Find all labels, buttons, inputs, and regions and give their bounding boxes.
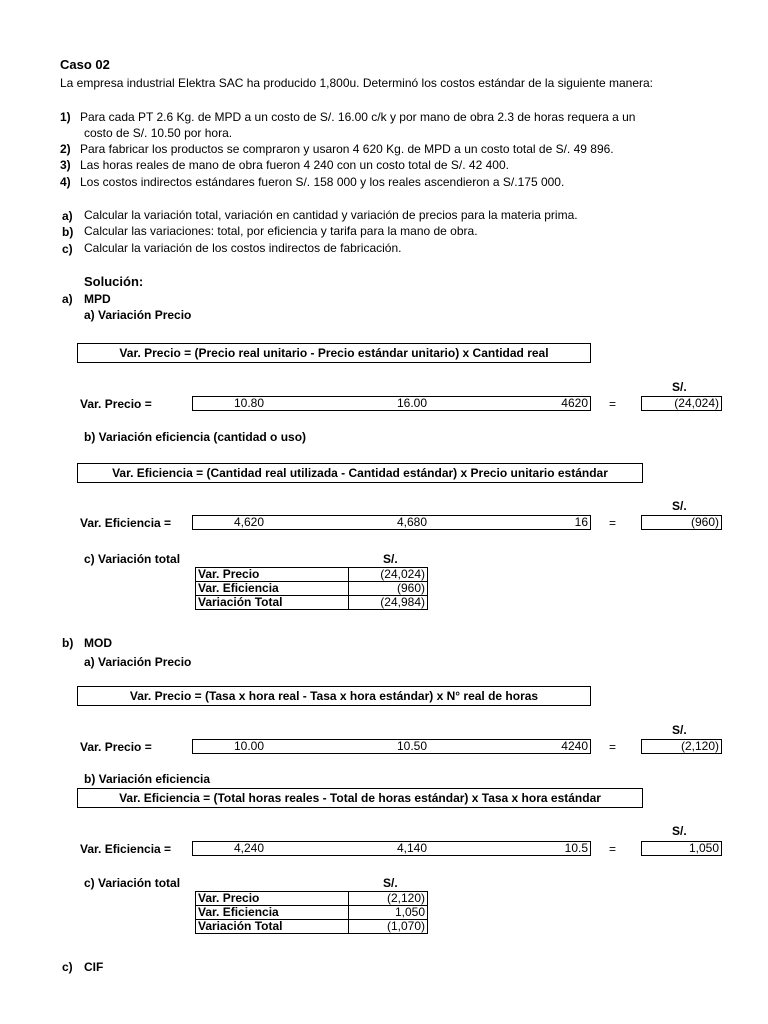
row-value: (960): [349, 582, 428, 596]
table-row: [196, 920, 428, 934]
mod-eficiencia-label: Var. Eficiencia =: [80, 842, 172, 856]
mpd-total-subheading: c) Variación total: [84, 552, 181, 566]
row-label: Var. Precio: [196, 892, 349, 906]
section-marker-mpd: a): [62, 292, 73, 306]
currency-label: S/.: [672, 499, 687, 513]
mpd-eficiencia-subheading: b) Variación eficiencia (cantidad o uso): [84, 430, 307, 444]
mpd-precio-v2: 16.00: [397, 396, 428, 410]
mod-precio-subheading: a) Variación Precio: [84, 655, 192, 669]
currency-label: S/.: [383, 876, 398, 890]
section-marker-cif: c): [62, 960, 73, 974]
mod-precio-label: Var. Precio =: [80, 740, 152, 754]
mod-eficiencia-v1: 4,240: [234, 841, 265, 855]
table-row: [196, 892, 428, 906]
mod-total-table: [195, 891, 428, 934]
table-row: [196, 568, 428, 582]
mod-eficiencia-v3: 10.5: [564, 841, 588, 855]
row-value: (24,024): [349, 568, 428, 582]
mpd-eficiencia-v1: 4,620: [234, 515, 265, 529]
mpd-eficiencia-v3: 16: [574, 515, 588, 529]
row-value: 1,050: [349, 906, 428, 920]
row-label: Var. Precio: [196, 568, 349, 582]
question-text: Calcular la variación total, variación en cantidad y variación de precios para la materia prima.: [84, 208, 578, 222]
item-marker: 3): [60, 158, 71, 172]
mpd-eficiencia-formula: Var. Eficiencia = (Cantidad real utilizada - Cantidad estándar) x Precio unitario estándar: [77, 463, 643, 483]
case-intro: La empresa industrial Elektra SAC ha producido 1,800u. Determinó los costos estándar de la siguiente manera:: [60, 76, 653, 90]
question-marker: c): [62, 242, 73, 256]
mod-precio-formula: Var. Precio = (Tasa x hora real - Tasa x hora estándar) x N° real de horas: [77, 686, 591, 706]
section-heading-mod: MOD: [84, 636, 112, 650]
item-text: costo de S/. 10.50 por hora.: [84, 126, 233, 140]
currency-label: S/.: [672, 824, 687, 838]
mod-precio-v3: 4240: [561, 739, 588, 753]
item-text: Los costos indirectos estándares fueron S/. 158 000 y los reales ascendieron a S/.175 000.: [80, 175, 565, 189]
row-label: Variación Total: [196, 920, 349, 934]
mod-total-subheading: c) Variación total: [84, 876, 181, 890]
mod-precio-result: (2,120): [641, 739, 722, 754]
item-text: Las horas reales de mano de obra fueron 4 240 con un costo total de S/. 42 400.: [80, 158, 509, 172]
item-text: Para cada PT 2.6 Kg. de MPD a un costo de S/. 16.00 c/k y por mano de obra 2.3 de horas requera a un: [80, 110, 636, 124]
row-label: Var. Eficiencia: [196, 906, 349, 920]
mpd-precio-subheading: a) Variación Precio: [84, 308, 192, 322]
currency-label: S/.: [672, 723, 687, 737]
row-value: (1,070): [349, 920, 428, 934]
equals-sign: =: [609, 397, 617, 411]
mod-precio-input-row: [192, 739, 591, 754]
item-marker: 4): [60, 175, 71, 189]
row-value: (24,984): [349, 596, 428, 610]
mod-eficiencia-formula: Var. Eficiencia = (Total horas reales - Total de horas estándar) x Tasa x hora estándar: [77, 788, 643, 808]
equals-sign: =: [609, 740, 617, 754]
question-text: Calcular las variaciones: total, por eficiencia y tarifa para la mano de obra.: [84, 224, 478, 238]
table-row: [196, 906, 428, 920]
mpd-total-table: [195, 567, 428, 610]
section-marker-mod: b): [62, 636, 74, 650]
mod-eficiencia-subheading: b) Variación eficiencia: [84, 772, 211, 786]
row-label: Variación Total: [196, 596, 349, 610]
mpd-eficiencia-input-row: [192, 515, 591, 530]
mpd-eficiencia-label: Var. Eficiencia =: [80, 516, 172, 530]
mpd-eficiencia-v2: 4,680: [397, 515, 428, 529]
item-marker: 1): [60, 110, 71, 124]
mod-precio-v2: 10.50: [397, 739, 428, 753]
mpd-eficiencia-result: (960): [641, 515, 722, 530]
mpd-precio-formula: Var. Precio = (Precio real unitario - Precio estándar unitario) x Cantidad real: [77, 343, 591, 363]
mod-eficiencia-v2: 4,140: [397, 841, 428, 855]
section-heading-mpd: MPD: [84, 292, 111, 306]
case-title: Caso 02: [60, 57, 110, 72]
mod-eficiencia-input-row: [192, 841, 591, 856]
mod-eficiencia-result: 1,050: [641, 841, 722, 856]
equals-sign: =: [609, 516, 617, 530]
item-text: Para fabricar los productos se compraron y usaron 4 620 Kg. de MPD a un costo total de S/. 49 896.: [80, 142, 614, 156]
currency-label: S/.: [383, 552, 398, 566]
table-row: [196, 596, 428, 610]
equals-sign: =: [609, 842, 617, 856]
row-label: Var. Eficiencia: [196, 582, 349, 596]
currency-label: S/.: [672, 380, 687, 394]
question-text: Calcular la variación de los costos indirectos de fabricación.: [84, 241, 402, 255]
mpd-precio-label: Var. Precio =: [80, 397, 152, 411]
question-marker: b): [62, 225, 74, 239]
question-marker: a): [62, 209, 73, 223]
row-value: (2,120): [349, 892, 428, 906]
mpd-precio-v3: 4620: [561, 396, 588, 410]
item-marker: 2): [60, 142, 71, 156]
mpd-precio-result: (24,024): [641, 396, 722, 411]
mpd-precio-v1: 10.80: [234, 396, 265, 410]
mod-precio-v1: 10.00: [234, 739, 265, 753]
solution-label: Solución:: [84, 274, 144, 289]
mpd-precio-input-row: [192, 396, 591, 411]
section-heading-cif: CIF: [84, 960, 104, 974]
table-row: [196, 582, 428, 596]
